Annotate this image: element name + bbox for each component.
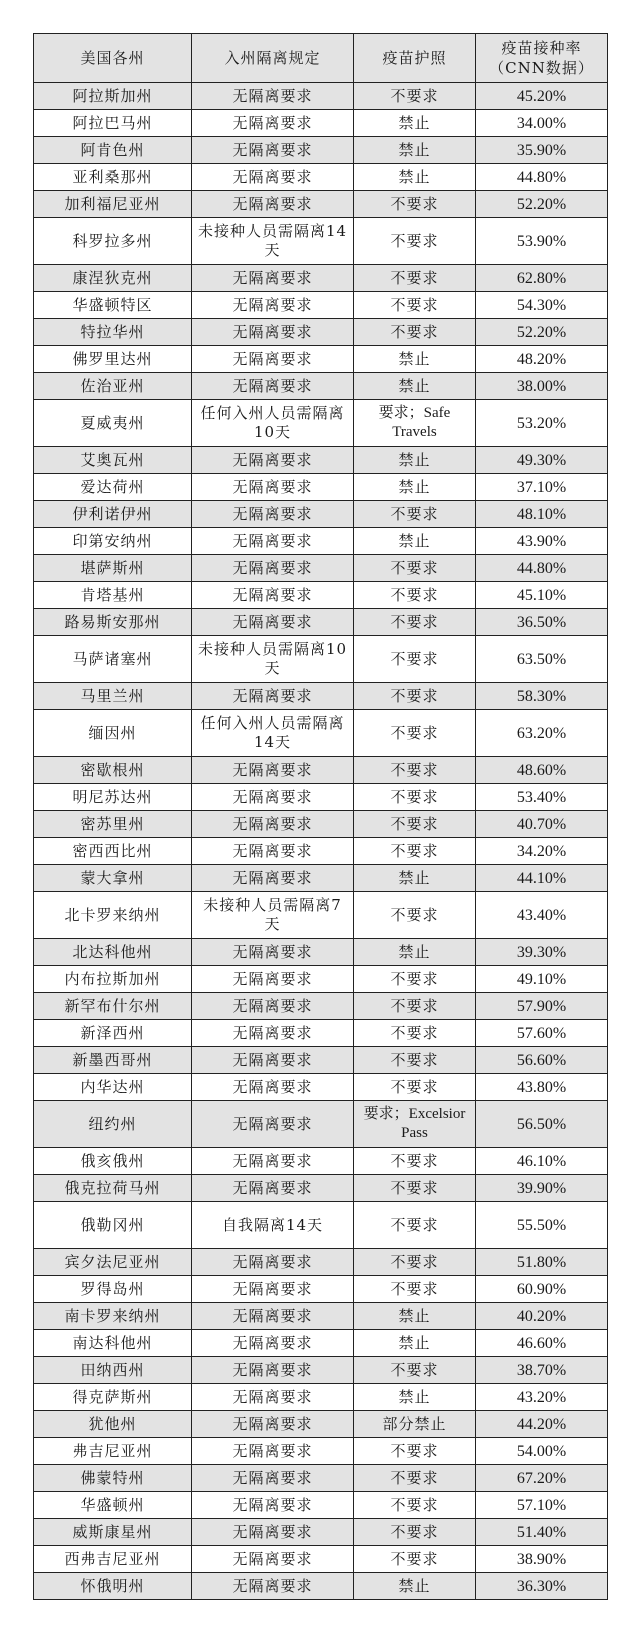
cell-vaccine-passport: 不要求 (354, 892, 476, 939)
cell-vaccination-rate: 60.90% (476, 1276, 608, 1303)
cell-quarantine: 无隔离要求 (192, 1411, 354, 1438)
cell-quarantine: 未接种人员需隔离14天 (192, 218, 354, 265)
cell-vaccination-rate: 44.80% (476, 555, 608, 582)
cell-vaccine-passport: 禁止 (354, 474, 476, 501)
cell-quarantine: 无隔离要求 (192, 1249, 354, 1276)
cell-quarantine: 无隔离要求 (192, 346, 354, 373)
cell-state: 加利福尼亚州 (34, 191, 192, 218)
cell-vaccine-passport: 不要求 (354, 319, 476, 346)
cell-vaccination-rate: 44.10% (476, 865, 608, 892)
cell-quarantine: 无隔离要求 (192, 292, 354, 319)
cell-state: 爱达荷州 (34, 474, 192, 501)
cell-quarantine: 无隔离要求 (192, 447, 354, 474)
cell-quarantine: 无隔离要求 (192, 1384, 354, 1411)
cell-state: 罗得岛州 (34, 1276, 192, 1303)
cell-vaccine-passport: 不要求 (354, 582, 476, 609)
cell-state: 艾奥瓦州 (34, 447, 192, 474)
table-row (34, 582, 608, 609)
table-row (34, 811, 608, 838)
cell-vaccine-passport: 不要求 (354, 683, 476, 710)
table-row (34, 1101, 608, 1148)
table-row (34, 1438, 608, 1465)
cell-quarantine: 任何入州人员需隔离14天 (192, 710, 354, 757)
cell-vaccination-rate: 52.20% (476, 319, 608, 346)
cell-state: 堪萨斯州 (34, 555, 192, 582)
cell-quarantine: 无隔离要求 (192, 757, 354, 784)
cell-state: 新罕布什尔州 (34, 993, 192, 1020)
cell-vaccine-passport: 不要求 (354, 218, 476, 265)
cell-vaccination-rate: 53.90% (476, 218, 608, 265)
cell-vaccination-rate: 57.90% (476, 993, 608, 1020)
cell-vaccine-passport: 禁止 (354, 1303, 476, 1330)
header-vaccination-rate: 疫苗接种率 （CNN数据） (476, 34, 608, 83)
table-row (34, 346, 608, 373)
cell-vaccination-rate: 45.20% (476, 83, 608, 110)
cell-state: 俄勒冈州 (34, 1202, 192, 1249)
cell-vaccination-rate: 35.90% (476, 137, 608, 164)
cell-vaccine-passport: 不要求 (354, 1148, 476, 1175)
cell-state: 马里兰州 (34, 683, 192, 710)
cell-quarantine: 无隔离要求 (192, 1465, 354, 1492)
cell-vaccination-rate: 43.80% (476, 1074, 608, 1101)
cell-vaccine-passport: 禁止 (354, 1384, 476, 1411)
cell-vaccine-passport: 不要求 (354, 1519, 476, 1546)
cell-vaccination-rate: 54.30% (476, 292, 608, 319)
cell-vaccination-rate: 53.20% (476, 400, 608, 447)
table-row (34, 474, 608, 501)
cell-state: 南达科他州 (34, 1330, 192, 1357)
cell-vaccine-passport: 不要求 (354, 811, 476, 838)
cell-state: 犹他州 (34, 1411, 192, 1438)
cell-vaccination-rate: 56.50% (476, 1101, 608, 1148)
cell-quarantine: 无隔离要求 (192, 1175, 354, 1202)
table-row (34, 1546, 608, 1573)
cell-quarantine: 无隔离要求 (192, 1020, 354, 1047)
cell-state: 北达科他州 (34, 939, 192, 966)
table-row (34, 1357, 608, 1384)
cell-state: 弗吉尼亚州 (34, 1438, 192, 1465)
cell-vaccine-passport: 要求；Excelsior Pass (354, 1101, 476, 1148)
cell-state: 密西西比州 (34, 838, 192, 865)
cell-vaccine-passport: 不要求 (354, 1202, 476, 1249)
cell-quarantine: 无隔离要求 (192, 528, 354, 555)
table-row (34, 164, 608, 191)
cell-vaccine-passport: 禁止 (354, 110, 476, 137)
cell-quarantine: 无隔离要求 (192, 474, 354, 501)
cell-vaccination-rate: 56.60% (476, 1047, 608, 1074)
cell-vaccine-passport: 不要求 (354, 265, 476, 292)
cell-quarantine: 无隔离要求 (192, 1074, 354, 1101)
cell-vaccine-passport: 禁止 (354, 373, 476, 400)
table-row (34, 1411, 608, 1438)
cell-state: 俄克拉荷马州 (34, 1175, 192, 1202)
cell-state: 蒙大拿州 (34, 865, 192, 892)
cell-state: 怀俄明州 (34, 1573, 192, 1600)
cell-vaccine-passport: 不要求 (354, 609, 476, 636)
table-row (34, 555, 608, 582)
cell-state: 田纳西州 (34, 1357, 192, 1384)
cell-vaccination-rate: 49.30% (476, 447, 608, 474)
table-row (34, 636, 608, 683)
cell-vaccination-rate: 57.10% (476, 1492, 608, 1519)
cell-state: 内布拉斯加州 (34, 966, 192, 993)
cell-quarantine: 无隔离要求 (192, 1276, 354, 1303)
cell-vaccine-passport: 不要求 (354, 636, 476, 683)
table-row (34, 110, 608, 137)
cell-state: 北卡罗来纳州 (34, 892, 192, 939)
cell-vaccine-passport: 不要求 (354, 838, 476, 865)
cell-state: 阿肯色州 (34, 137, 192, 164)
cell-vaccination-rate: 43.90% (476, 528, 608, 555)
cell-vaccine-passport: 不要求 (354, 784, 476, 811)
cell-quarantine: 无隔离要求 (192, 191, 354, 218)
cell-quarantine: 无隔离要求 (192, 966, 354, 993)
cell-quarantine: 无隔离要求 (192, 501, 354, 528)
table-row (34, 1202, 608, 1249)
cell-vaccination-rate: 40.20% (476, 1303, 608, 1330)
cell-vaccination-rate: 48.20% (476, 346, 608, 373)
cell-state: 西弗吉尼亚州 (34, 1546, 192, 1573)
table-row (34, 939, 608, 966)
table-row (34, 292, 608, 319)
table-row (34, 528, 608, 555)
cell-vaccination-rate: 38.00% (476, 373, 608, 400)
cell-state: 亚利桑那州 (34, 164, 192, 191)
cell-quarantine: 无隔离要求 (192, 1546, 354, 1573)
cell-vaccine-passport: 不要求 (354, 191, 476, 218)
cell-state: 威斯康星州 (34, 1519, 192, 1546)
table-row (34, 1330, 608, 1357)
cell-quarantine: 无隔离要求 (192, 1573, 354, 1600)
cell-vaccination-rate: 43.20% (476, 1384, 608, 1411)
cell-vaccination-rate: 51.40% (476, 1519, 608, 1546)
table-row (34, 757, 608, 784)
cell-vaccine-passport: 不要求 (354, 555, 476, 582)
cell-quarantine: 无隔离要求 (192, 373, 354, 400)
cell-vaccination-rate: 46.60% (476, 1330, 608, 1357)
cell-quarantine: 未接种人员需隔离10天 (192, 636, 354, 683)
cell-vaccine-passport: 禁止 (354, 447, 476, 474)
cell-quarantine: 无隔离要求 (192, 1519, 354, 1546)
cell-vaccination-rate: 45.10% (476, 582, 608, 609)
table-row (34, 710, 608, 757)
cell-vaccination-rate: 34.00% (476, 110, 608, 137)
cell-state: 华盛顿州 (34, 1492, 192, 1519)
cell-quarantine: 无隔离要求 (192, 110, 354, 137)
cell-state: 缅因州 (34, 710, 192, 757)
cell-quarantine: 无隔离要求 (192, 1357, 354, 1384)
cell-vaccination-rate: 67.20% (476, 1465, 608, 1492)
cell-vaccine-passport: 不要求 (354, 1020, 476, 1047)
table-row (34, 1276, 608, 1303)
cell-vaccination-rate: 39.90% (476, 1175, 608, 1202)
cell-quarantine: 无隔离要求 (192, 784, 354, 811)
cell-state: 肯塔基州 (34, 582, 192, 609)
cell-vaccine-passport: 禁止 (354, 1573, 476, 1600)
cell-vaccine-passport: 不要求 (354, 1249, 476, 1276)
cell-vaccine-passport: 不要求 (354, 1357, 476, 1384)
cell-vaccine-passport: 不要求 (354, 1438, 476, 1465)
cell-vaccine-passport: 不要求 (354, 993, 476, 1020)
document-page (33, 33, 607, 1600)
cell-vaccine-passport: 不要求 (354, 1276, 476, 1303)
cell-state: 特拉华州 (34, 319, 192, 346)
table-row (34, 683, 608, 710)
cell-vaccination-rate: 43.40% (476, 892, 608, 939)
cell-state: 印第安纳州 (34, 528, 192, 555)
cell-quarantine: 无隔离要求 (192, 582, 354, 609)
cell-state: 佐治亚州 (34, 373, 192, 400)
cell-vaccination-rate: 44.80% (476, 164, 608, 191)
cell-vaccine-passport: 禁止 (354, 137, 476, 164)
table-row (34, 1492, 608, 1519)
table-row (34, 838, 608, 865)
cell-quarantine: 无隔离要求 (192, 1438, 354, 1465)
table-row (34, 400, 608, 447)
cell-vaccination-rate: 40.70% (476, 811, 608, 838)
header-row (34, 34, 608, 83)
table-row (34, 373, 608, 400)
cell-state: 内华达州 (34, 1074, 192, 1101)
table-row (34, 1047, 608, 1074)
cell-state: 路易斯安那州 (34, 609, 192, 636)
cell-vaccine-passport: 不要求 (354, 1492, 476, 1519)
cell-quarantine: 无隔离要求 (192, 811, 354, 838)
cell-vaccine-passport: 部分禁止 (354, 1411, 476, 1438)
cell-vaccination-rate: 44.20% (476, 1411, 608, 1438)
table-row (34, 447, 608, 474)
cell-vaccine-passport: 禁止 (354, 346, 476, 373)
cell-quarantine: 无隔离要求 (192, 939, 354, 966)
cell-vaccination-rate: 62.80% (476, 265, 608, 292)
cell-state: 明尼苏达州 (34, 784, 192, 811)
cell-vaccine-passport: 不要求 (354, 83, 476, 110)
cell-state: 阿拉巴马州 (34, 110, 192, 137)
table-row (34, 1175, 608, 1202)
cell-quarantine: 无隔离要求 (192, 609, 354, 636)
cell-quarantine: 无隔离要求 (192, 993, 354, 1020)
header-quarantine: 入州隔离规定 (192, 34, 354, 83)
cell-state: 得克萨斯州 (34, 1384, 192, 1411)
cell-vaccine-passport: 禁止 (354, 1330, 476, 1357)
header-state: 美国各州 (34, 34, 192, 83)
table-row (34, 609, 608, 636)
cell-vaccination-rate: 37.10% (476, 474, 608, 501)
cell-state: 马萨诸塞州 (34, 636, 192, 683)
cell-quarantine: 无隔离要求 (192, 137, 354, 164)
cell-vaccination-rate: 48.10% (476, 501, 608, 528)
cell-state: 伊利诺伊州 (34, 501, 192, 528)
cell-state: 纽约州 (34, 1101, 192, 1148)
cell-quarantine: 无隔离要求 (192, 838, 354, 865)
table-row (34, 218, 608, 265)
table-body (34, 83, 608, 1600)
cell-vaccination-rate: 48.60% (476, 757, 608, 784)
cell-quarantine: 无隔离要求 (192, 1330, 354, 1357)
cell-state: 新墨西哥州 (34, 1047, 192, 1074)
table-row (34, 993, 608, 1020)
cell-quarantine: 无隔离要求 (192, 1101, 354, 1148)
cell-quarantine: 自我隔离14天 (192, 1202, 354, 1249)
cell-vaccine-passport: 要求；Safe Travels (354, 400, 476, 447)
cell-state: 华盛顿特区 (34, 292, 192, 319)
table-row (34, 1465, 608, 1492)
cell-vaccination-rate: 36.30% (476, 1573, 608, 1600)
cell-vaccine-passport: 不要求 (354, 710, 476, 757)
cell-vaccine-passport: 禁止 (354, 939, 476, 966)
cell-state: 密苏里州 (34, 811, 192, 838)
table-row (34, 1020, 608, 1047)
cell-state: 密歇根州 (34, 757, 192, 784)
table-row (34, 1384, 608, 1411)
cell-quarantine: 无隔离要求 (192, 1148, 354, 1175)
cell-vaccination-rate: 57.60% (476, 1020, 608, 1047)
cell-state: 夏威夷州 (34, 400, 192, 447)
cell-vaccination-rate: 38.90% (476, 1546, 608, 1573)
table-row (34, 319, 608, 346)
cell-quarantine: 无隔离要求 (192, 683, 354, 710)
cell-quarantine: 任何入州人员需隔离10天 (192, 400, 354, 447)
cell-state: 佛罗里达州 (34, 346, 192, 373)
cell-quarantine: 无隔离要求 (192, 865, 354, 892)
cell-quarantine: 无隔离要求 (192, 265, 354, 292)
cell-vaccine-passport: 不要求 (354, 757, 476, 784)
cell-vaccine-passport: 不要求 (354, 501, 476, 528)
cell-vaccine-passport: 不要求 (354, 966, 476, 993)
cell-quarantine: 无隔离要求 (192, 164, 354, 191)
table-row (34, 784, 608, 811)
cell-vaccine-passport: 禁止 (354, 528, 476, 555)
table-row (34, 191, 608, 218)
table-row (34, 1249, 608, 1276)
cell-vaccine-passport: 不要求 (354, 1465, 476, 1492)
cell-vaccine-passport: 不要求 (354, 1175, 476, 1202)
header-vaccine-passport: 疫苗护照 (354, 34, 476, 83)
cell-quarantine: 无隔离要求 (192, 83, 354, 110)
table-row (34, 966, 608, 993)
cell-quarantine: 无隔离要求 (192, 319, 354, 346)
cell-vaccine-passport: 不要求 (354, 292, 476, 319)
table-row (34, 83, 608, 110)
cell-vaccination-rate: 54.00% (476, 1438, 608, 1465)
cell-vaccine-passport: 不要求 (354, 1047, 476, 1074)
cell-vaccination-rate: 39.30% (476, 939, 608, 966)
cell-vaccination-rate: 63.20% (476, 710, 608, 757)
cell-state: 佛蒙特州 (34, 1465, 192, 1492)
cell-vaccine-passport: 不要求 (354, 1546, 476, 1573)
cell-vaccination-rate: 52.20% (476, 191, 608, 218)
cell-vaccination-rate: 58.30% (476, 683, 608, 710)
cell-state: 科罗拉多州 (34, 218, 192, 265)
cell-state: 新泽西州 (34, 1020, 192, 1047)
cell-vaccination-rate: 38.70% (476, 1357, 608, 1384)
table-row (34, 1519, 608, 1546)
table-row (34, 1573, 608, 1600)
cell-vaccination-rate: 51.80% (476, 1249, 608, 1276)
cell-quarantine: 无隔离要求 (192, 555, 354, 582)
cell-state: 南卡罗来纳州 (34, 1303, 192, 1330)
cell-vaccination-rate: 63.50% (476, 636, 608, 683)
cell-state: 阿拉斯加州 (34, 83, 192, 110)
cell-quarantine: 无隔离要求 (192, 1047, 354, 1074)
cell-quarantine: 无隔离要求 (192, 1492, 354, 1519)
cell-state: 俄亥俄州 (34, 1148, 192, 1175)
cell-vaccine-passport: 不要求 (354, 1074, 476, 1101)
cell-state: 宾夕法尼亚州 (34, 1249, 192, 1276)
cell-vaccination-rate: 46.10% (476, 1148, 608, 1175)
cell-quarantine: 无隔离要求 (192, 1303, 354, 1330)
table-row (34, 865, 608, 892)
table-row (34, 1303, 608, 1330)
cell-vaccination-rate: 49.10% (476, 966, 608, 993)
table-row (34, 265, 608, 292)
state-travel-table (33, 33, 608, 1600)
table-row (34, 892, 608, 939)
cell-vaccination-rate: 53.40% (476, 784, 608, 811)
table-row (34, 501, 608, 528)
cell-vaccine-passport: 禁止 (354, 164, 476, 191)
table-row (34, 1074, 608, 1101)
cell-vaccination-rate: 34.20% (476, 838, 608, 865)
table-row (34, 1148, 608, 1175)
cell-vaccination-rate: 55.50% (476, 1202, 608, 1249)
cell-vaccination-rate: 36.50% (476, 609, 608, 636)
table-row (34, 137, 608, 164)
cell-quarantine: 未接种人员需隔离7天 (192, 892, 354, 939)
cell-state: 康涅狄克州 (34, 265, 192, 292)
cell-vaccine-passport: 禁止 (354, 865, 476, 892)
